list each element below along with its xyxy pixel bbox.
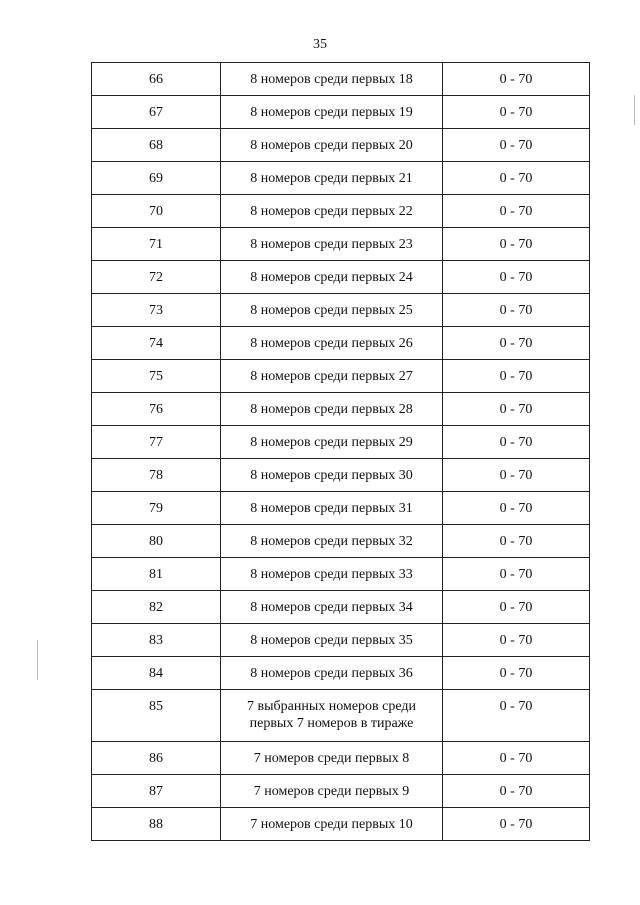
row-description: 8 номеров среди первых 34 [221, 591, 443, 624]
row-description: 7 номеров среди первых 9 [221, 775, 443, 808]
row-description: 8 номеров среди первых 27 [221, 360, 443, 393]
row-description: 8 номеров среди первых 21 [221, 162, 443, 195]
page-number: 35 [313, 37, 327, 52]
table-row [92, 261, 590, 294]
row-number: 71 [92, 228, 221, 261]
prize-table [91, 62, 590, 841]
row-description: 8 номеров среди первых 23 [221, 228, 443, 261]
table-row [92, 492, 590, 525]
row-range: 0 - 70 [443, 657, 590, 690]
table-row [92, 690, 590, 742]
row-number: 74 [92, 327, 221, 360]
row-range: 0 - 70 [443, 228, 590, 261]
row-range: 0 - 70 [443, 492, 590, 525]
row-description: 8 номеров среди первых 29 [221, 426, 443, 459]
row-number: 86 [92, 742, 221, 775]
row-range: 0 - 70 [443, 808, 590, 841]
row-description: 8 номеров среди первых 24 [221, 261, 443, 294]
row-number: 66 [92, 63, 221, 96]
row-number: 78 [92, 459, 221, 492]
row-description: 8 номеров среди первых 33 [221, 558, 443, 591]
row-description: 8 номеров среди первых 36 [221, 657, 443, 690]
row-description-line-2: первых 7 номеров в тираже [249, 716, 414, 731]
row-number: 88 [92, 808, 221, 841]
row-range: 0 - 70 [443, 63, 590, 96]
scan-margin-mark [634, 95, 635, 125]
row-range: 0 - 70 [443, 624, 590, 657]
row-number: 73 [92, 294, 221, 327]
table-row [92, 162, 590, 195]
table-row [92, 591, 590, 624]
row-description: 8 номеров среди первых 26 [221, 327, 443, 360]
table-row [92, 775, 590, 808]
row-number: 87 [92, 775, 221, 808]
row-range: 0 - 70 [443, 775, 590, 808]
row-description [221, 690, 443, 742]
row-range: 0 - 70 [443, 558, 590, 591]
row-range: 0 - 70 [443, 195, 590, 228]
row-number: 83 [92, 624, 221, 657]
row-range: 0 - 70 [443, 96, 590, 129]
row-number: 72 [92, 261, 221, 294]
table-row [92, 63, 590, 96]
row-range: 0 - 70 [443, 690, 590, 742]
table-row [92, 657, 590, 690]
row-number: 85 [92, 690, 221, 742]
row-description: 8 номеров среди первых 25 [221, 294, 443, 327]
row-description: 8 номеров среди первых 35 [221, 624, 443, 657]
table-row [92, 459, 590, 492]
row-number: 67 [92, 96, 221, 129]
table-row [92, 558, 590, 591]
table-row [92, 129, 590, 162]
row-description-line-1: 7 выбранных номеров среди [246, 699, 416, 714]
table-row [92, 195, 590, 228]
table-row [92, 393, 590, 426]
row-range: 0 - 70 [443, 525, 590, 558]
row-range: 0 - 70 [443, 426, 590, 459]
table-row [92, 426, 590, 459]
row-number: 81 [92, 558, 221, 591]
row-description: 8 номеров среди первых 32 [221, 525, 443, 558]
row-number: 75 [92, 360, 221, 393]
table-row [92, 96, 590, 129]
table-row [92, 294, 590, 327]
table-row [92, 525, 590, 558]
row-description: 8 номеров среди первых 22 [221, 195, 443, 228]
row-range: 0 - 70 [443, 129, 590, 162]
row-number: 70 [92, 195, 221, 228]
row-number: 68 [92, 129, 221, 162]
row-number: 80 [92, 525, 221, 558]
row-description: 8 номеров среди первых 18 [221, 63, 443, 96]
row-range: 0 - 70 [443, 294, 590, 327]
row-range: 0 - 70 [443, 591, 590, 624]
row-range: 0 - 70 [443, 459, 590, 492]
row-description: 7 номеров среди первых 8 [221, 742, 443, 775]
row-description: 8 номеров среди первых 30 [221, 459, 443, 492]
row-number: 84 [92, 657, 221, 690]
row-range: 0 - 70 [443, 162, 590, 195]
table-row [92, 228, 590, 261]
row-number: 82 [92, 591, 221, 624]
row-range: 0 - 70 [443, 360, 590, 393]
row-range: 0 - 70 [443, 742, 590, 775]
table-row [92, 808, 590, 841]
row-range: 0 - 70 [443, 261, 590, 294]
row-description: 8 номеров среди первых 19 [221, 96, 443, 129]
row-number: 79 [92, 492, 221, 525]
row-range: 0 - 70 [443, 393, 590, 426]
table-row [92, 327, 590, 360]
row-description: 8 номеров среди первых 31 [221, 492, 443, 525]
row-description: 7 номеров среди первых 10 [221, 808, 443, 841]
row-number: 69 [92, 162, 221, 195]
table-row [92, 360, 590, 393]
table-row [92, 624, 590, 657]
table-row [92, 742, 590, 775]
row-range: 0 - 70 [443, 327, 590, 360]
row-number: 77 [92, 426, 221, 459]
row-description: 8 номеров среди первых 20 [221, 129, 443, 162]
scan-margin-mark [37, 640, 38, 680]
row-number: 76 [92, 393, 221, 426]
row-description: 8 номеров среди первых 28 [221, 393, 443, 426]
